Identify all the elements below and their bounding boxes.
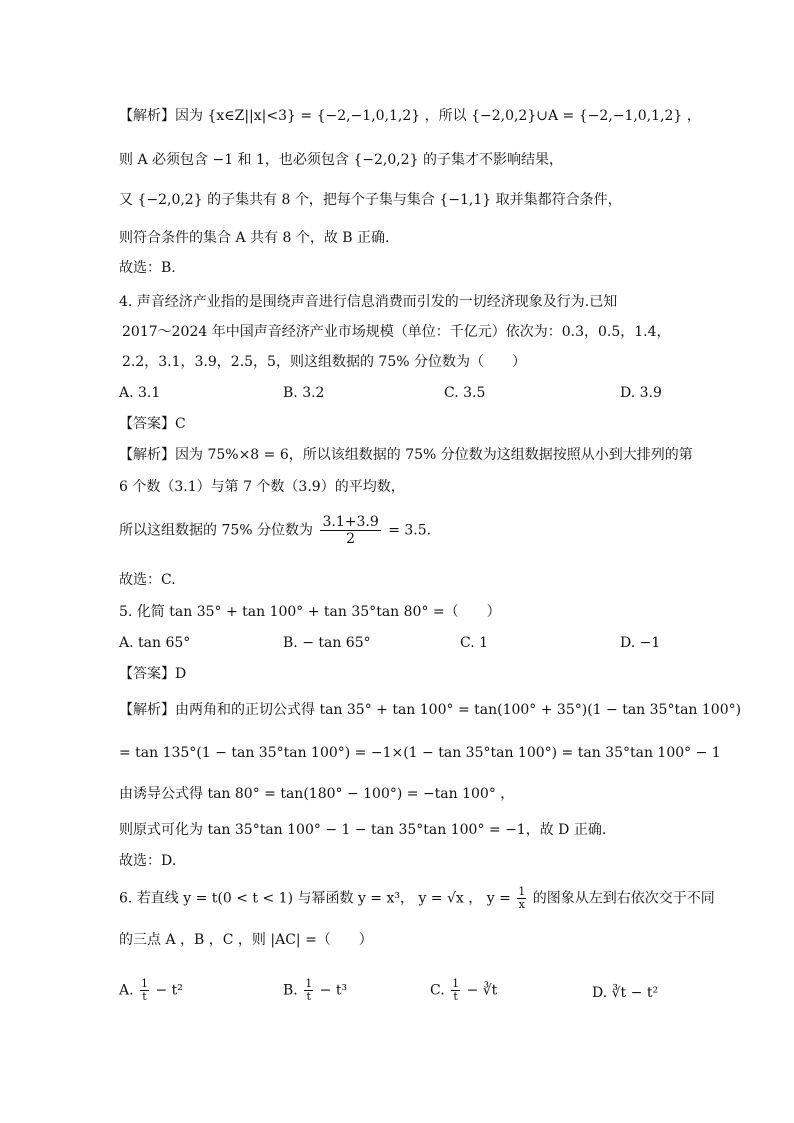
q3-solution-line-2: 则 A 必须包含 −1 和 1，也必须包含 {−2,0,2} 的子集才不影响结果，: [119, 152, 563, 168]
fraction-denominator: 2: [346, 531, 356, 547]
q4-average-fraction: [320, 514, 380, 547]
q6-option-d: [592, 983, 658, 1003]
option-expression: − ∛t: [466, 982, 498, 999]
fraction-denominator: t: [142, 990, 147, 1003]
fraction-numerator: 1: [141, 977, 149, 990]
q3-solution-line-1: 【解析】因为 {x∈Z||x|<3} = {−2,−1,0,1,2} ，所以 {−2,0,2}∪A = {−2,−1,0,1,2} ，: [119, 108, 701, 124]
q6-option-c: [430, 978, 497, 1003]
q5-option-c: C. 1: [460, 635, 489, 651]
q5-option-b: B. − tan 65°: [283, 635, 371, 651]
option-fraction: [304, 978, 313, 1003]
option-letter: B.: [283, 982, 298, 999]
q6-stem-line-1: [119, 886, 715, 911]
option-letter: D.: [592, 985, 608, 1001]
fraction-numerator: 3.1+3.9: [322, 514, 379, 530]
fraction-denominator: t: [453, 990, 458, 1003]
q5-solution-line-1: 【解析】由两角和的正切公式得 tan 35° + tan 100° = tan(100° + 35°)(1 − tan 35°tan 100°): [119, 702, 742, 718]
q5-selection: 故选：D.: [119, 853, 177, 869]
q4-selection: 故选：C.: [119, 572, 176, 588]
q4-stem-line-3: 2.2，3.1，3.9，2.5，5，则这组数据的 75% 分位数为（ ）: [122, 354, 526, 370]
q3-selection: 故选：B.: [119, 260, 176, 276]
q4-option-b: B. 3.2: [283, 385, 325, 401]
q5-option-a: A. tan 65°: [119, 635, 191, 651]
q4-solution-line-1: 【解析】因为 75%×8 = 6，所以该组数据的 75% 分位数为这组数据按照从小到大排列的第: [119, 447, 693, 463]
q5-solution-line-4: 则原式可化为 tan 35°tan 100° − 1 − tan 35°tan 100° = −1，故 D 正确.: [119, 822, 607, 838]
q4-solution-line-2: 6 个数（3.1）与第 7 个数（3.9）的平均数，: [119, 479, 405, 495]
q4-option-a: A. 3.1: [119, 385, 161, 401]
option-expression: − t³: [319, 982, 348, 999]
option-expression: − t²: [155, 982, 183, 999]
fraction-numerator: 1: [452, 977, 460, 990]
q6-stem-text-end: 的图象从左到右依次交于不同: [532, 890, 715, 907]
q4-solution-line-3-text: 所以这组数据的 75% 分位数为: [119, 522, 314, 539]
q6-reciprocal-fraction: [517, 886, 526, 911]
q3-solution-line-3: 又 {−2,0,2} 的子集共有 8 个，把每个子集与集合 {−1,1} 取并集都符合条件，: [119, 192, 622, 208]
q4-stem-line-2: 2017～2024 年中国声音经济产业市场规模（单位：千亿元）依次为：0.3，0.5，1.4，: [122, 324, 671, 340]
fraction-denominator: t: [306, 990, 311, 1003]
q4-solution-result: = 3.5.: [388, 522, 432, 539]
option-letter: A.: [119, 982, 134, 999]
q5-option-d: D. −1: [620, 635, 661, 651]
fraction-denominator: x: [518, 898, 525, 911]
q6-stem-line-2: 的三点 A ，B ，C ，则 |AC| =（ ）: [119, 932, 373, 948]
q5-stem: 5. 化简 tan 35° + tan 100° + tan 35°tan 80° =（ ）: [119, 604, 501, 620]
q5-solution-line-2: = tan 135°(1 − tan 35°tan 100°) = −1×(1 − tan 35°tan 100°) = tan 35°tan 100° − 1: [119, 745, 721, 761]
option-fraction: [451, 978, 460, 1003]
q5-solution-line-3: 由诱导公式得 tan 80° = tan(180° − 100°) = −tan 100° ，: [119, 786, 515, 802]
q6-option-a: [119, 978, 183, 1003]
q4-option-d: D. 3.9: [620, 385, 662, 401]
q6-option-b: [283, 978, 347, 1003]
fraction-numerator: 1: [305, 977, 313, 990]
option-fraction: [140, 978, 149, 1003]
q6-stem-text: 6. 若直线 y = t(0 < t < 1) 与幂函数 y = x³， y = √x ， y =: [119, 890, 511, 907]
fraction-numerator: 1: [518, 885, 526, 898]
q4-answer: 【答案】C: [119, 416, 186, 432]
option-expression: ∛t − t²: [611, 985, 659, 1001]
q4-solution-line-3: [119, 514, 431, 547]
option-letter: C.: [430, 982, 445, 999]
q4-option-c: C. 3.5: [444, 385, 486, 401]
q5-answer: 【答案】D: [119, 666, 187, 682]
q4-stem-line-1: 4. 声音经济产业指的是围绕声音进行信息消费而引发的一切经济现象及行为.已知: [119, 294, 618, 310]
q3-solution-line-4: 则符合条件的集合 A 共有 8 个，故 B 正确.: [119, 230, 390, 246]
